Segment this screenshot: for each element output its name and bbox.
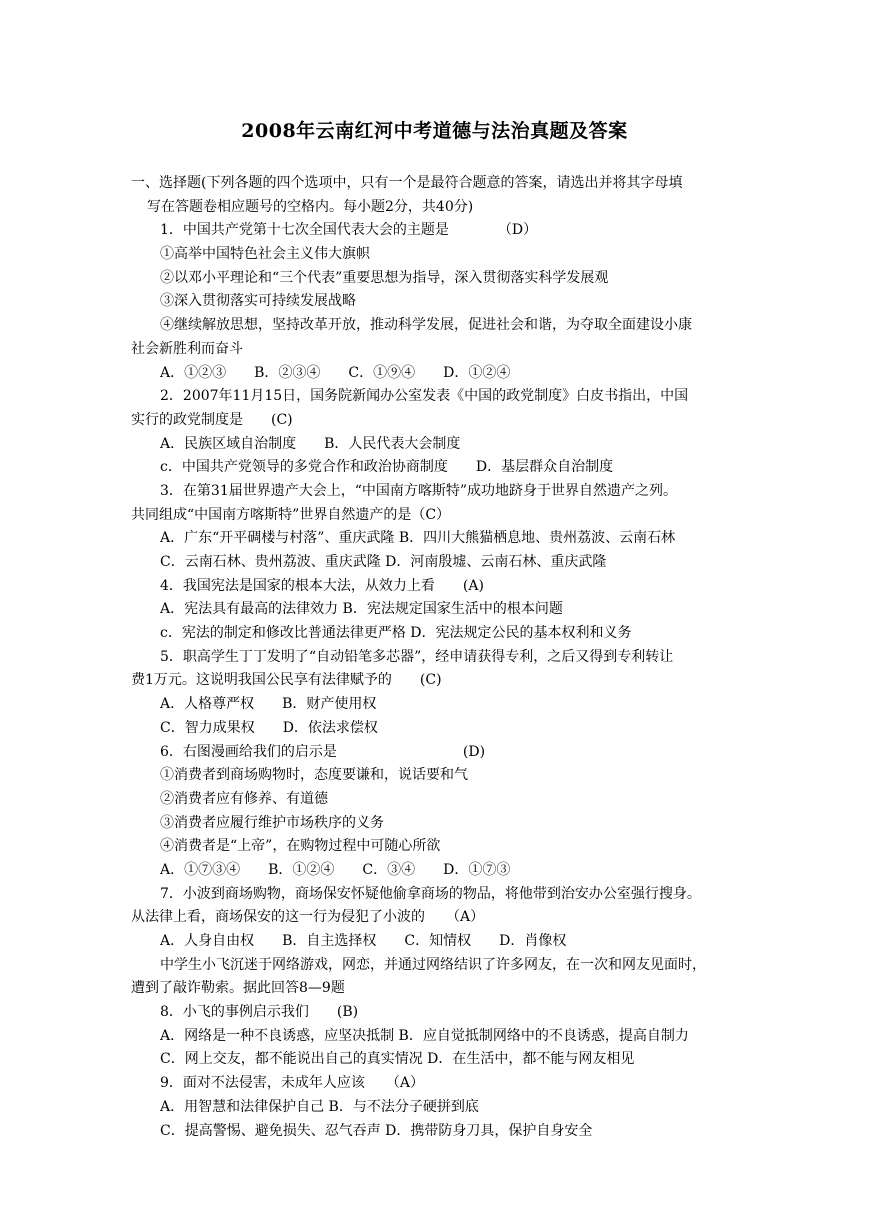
text-line: 共同组成“中国南方喀斯特”世界自然遗产的是（C）	[131, 506, 451, 523]
text-line: ②以邓小平理论和“三个代表”重要思想为指导，深入贯彻落实科学发展观	[160, 269, 609, 286]
text-line: A．广东“开平碉楼与村落”、重庆武隆 B．四川大熊猫栖息地、贵州荔波、云南石林	[160, 530, 676, 547]
text-line: A．民族区域自治制度 B．人民代表大会制度	[160, 435, 461, 452]
text-line: ④消费者是“上帝”，在购物过程中可随心所欲	[160, 838, 441, 855]
text-line: 3．在第31届世界遗产大会上，“中国南方喀斯特”成功地跻身于世界自然遗产之列。	[160, 482, 678, 499]
text-line: 费1万元。这说明我国公民享有法律赋予的 (C)	[131, 672, 442, 689]
text-line: 2．2007年11月15日，国务院新闻办公室发表《中国的政党制度》白皮书指出，中国	[160, 388, 689, 405]
text-line: 社会新胜利而奋斗	[131, 340, 243, 357]
text-line: 9．面对不法侵害，未成年人应该 （A）	[160, 1075, 425, 1092]
text-line: ③深入贯彻落实可持续发展战略	[160, 293, 356, 310]
text-line: 5．职高学生丁丁发明了“自动铅笔多芯器”，经申请获得专利，之后又得到专利转让	[160, 648, 674, 665]
text-line: 从法律上看，商场保安的这一行为侵犯了小波的 （A）	[131, 909, 485, 926]
text-line: 实行的政党制度是 (C)	[131, 411, 293, 428]
text-line: A．网络是一种不良诱惑，应坚决抵制 B．应自觉抵制网络中的不良诱惑，提高自制力	[160, 1027, 689, 1044]
text-line: ②消费者应有修养、有道德	[160, 790, 328, 807]
text-line: C．云南石林、贵州荔波、重庆武隆 D．河南殷墟、云南石林、重庆武隆	[160, 554, 607, 570]
text-line: 写在答题卷相应题号的空格内。每小题2分，共40分)	[147, 198, 474, 215]
text-line: ①高举中国特色社会主义伟大旗帜	[160, 246, 370, 263]
text-line: A．①⑦③④ B．①②④ C．③④ D．①⑦③	[160, 861, 511, 878]
text-line: ①消费者到商场购物时，态度要谦和，说话要和气	[160, 767, 468, 784]
text-line: c．宪法的制定和修改比普通法律更严格 D．宪法规定公民的基本权利和义务	[160, 625, 632, 642]
text-line: C．智力成果权 D．依法求偿权	[160, 719, 378, 736]
text-line: 1．中国共产党第十七次全国代表大会的主题是 （D）	[160, 222, 538, 239]
text-line: A．用智慧和法律保护自己 B．与不法分子硬拼到底	[160, 1098, 479, 1115]
text-line: A．人身自由权 B．自主选择权 C．知情权 D．肖像权	[160, 933, 567, 949]
text-line: 中学生小飞沉迷于网络游戏，网恋，并通过网络结识了许多网友，在一次和网友见面时，	[160, 956, 706, 973]
text-line: A．宪法具有最高的法律效力 B．宪法规定国家生活中的根本问题	[160, 601, 563, 618]
text-line: C．网上交友，都不能说出自己的真实情况 D．在生活中，都不能与网友相见	[160, 1051, 635, 1068]
text-line: 7．小波到商场购物，商场保安怀疑他偷拿商场的物品，将他带到治安办公室强行搜身。	[160, 885, 701, 902]
text-line: ④继续解放思想，坚持改革开放，推动科学发展，促进社会和谐，为夺取全面建设小康	[160, 317, 692, 334]
document-body	[131, 172, 741, 1143]
text-line: c．中国共产党领导的多党合作和政治协商制度 D．基层群众自治制度	[160, 459, 614, 476]
text-line: 8．小飞的事例启示我们 (B)	[160, 1004, 359, 1021]
text-line: A．①②③ B．②③④ C．①⑨④ D．①②④	[160, 364, 511, 381]
text-line: 一、选择题(下列各题的四个选项中，只有一个是最符合题意的答案，请选出并将其字母填	[131, 175, 683, 191]
text-line: ③消费者应履行维护市场秩序的义务	[160, 814, 384, 831]
text-line: 6．右图漫画给我们的启示是 (D)	[160, 743, 486, 760]
text-line: 遭到了敲诈勒索。据此回答8—9题	[131, 980, 345, 997]
document-title: 2008年云南红河中考道德与法治真题及答案	[241, 120, 628, 142]
text-line: C．提高警惕、避免损失、忍气吞声 D．携带防身刀具，保护自身安全	[160, 1122, 593, 1139]
text-line: A．人格尊严权 B．财产使用权	[160, 696, 377, 713]
text-line: 4．我国宪法是国家的根本大法，从效力上看 (A)	[160, 577, 484, 594]
